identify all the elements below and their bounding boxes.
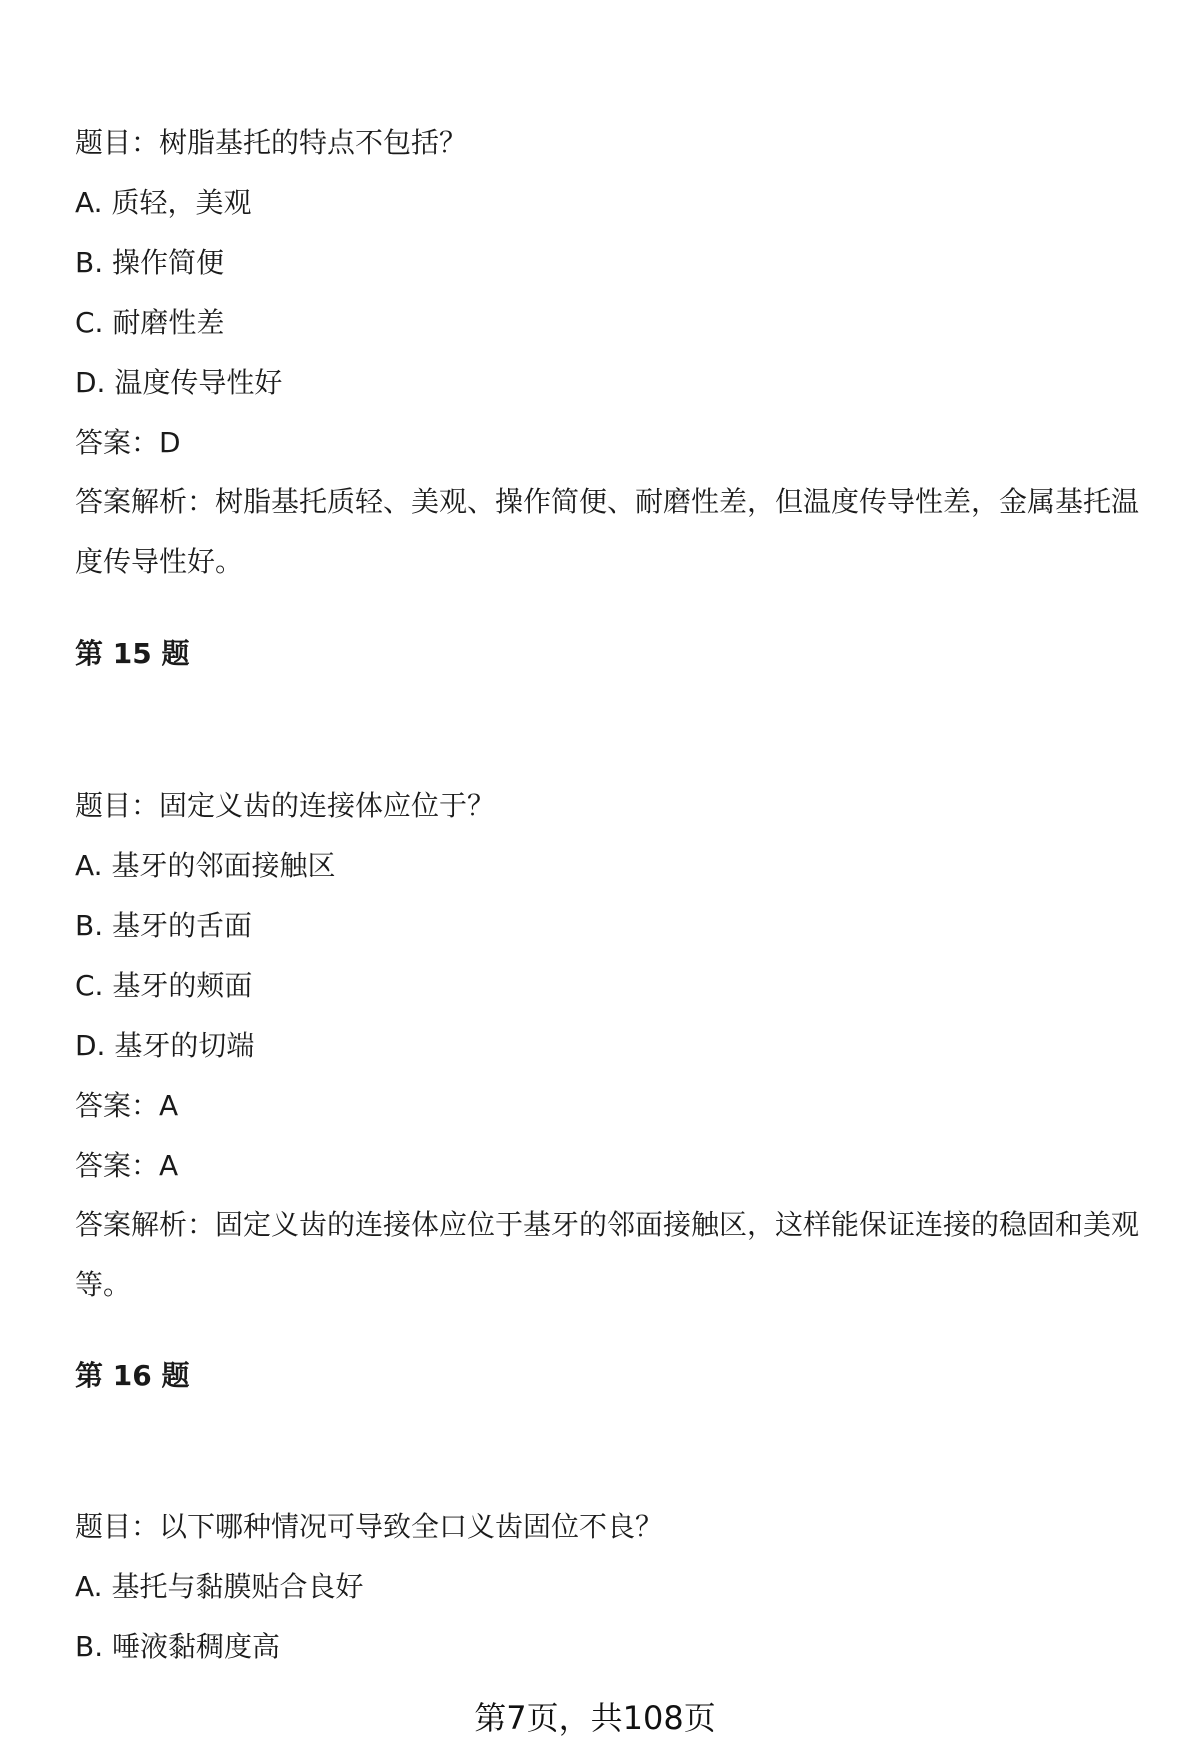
question-15-option-d: D. 基牙的切端 xyxy=(75,1029,255,1062)
question-16-option-a: A. 基托与黏膜贴合良好 xyxy=(75,1570,364,1603)
question-16-text: 题目：以下哪种情况可导致全口义齿固位不良？ xyxy=(75,1510,664,1543)
question-14-answer: 答案：D xyxy=(75,426,181,459)
question-15-option-a: A. 基牙的邻面接触区 xyxy=(75,849,336,882)
question-14-text: 题目：树脂基托的特点不包括？ xyxy=(75,126,468,159)
question-15-answer-repeat: 答案：A xyxy=(75,1149,179,1182)
question-16-heading: 第 16 题 xyxy=(75,1359,190,1392)
question-15-answer: 答案：A xyxy=(75,1089,179,1122)
question-15-explanation: 答案解析：固定义齿的连接体应位于基牙的邻面接触区，这样能保证连接的稳固和美观等。 xyxy=(75,1208,1140,1301)
question-14-explanation: 答案解析：树脂基托质轻、美观、操作简便、耐磨性差，但温度传导性差，金属基托温度传导性好。 xyxy=(75,485,1140,578)
question-15-option-c: C. 基牙的颊面 xyxy=(75,969,253,1002)
question-14-option-b: B. 操作简便 xyxy=(75,246,225,279)
question-14-option-c: C. 耐磨性差 xyxy=(75,306,225,339)
question-16-option-b: B. 唾液黏稠度高 xyxy=(75,1630,281,1663)
question-14-option-d: D. 温度传导性好 xyxy=(75,366,283,399)
question-15-text: 题目：固定义齿的连接体应位于？ xyxy=(75,789,496,822)
question-15-option-b: B. 基牙的舌面 xyxy=(75,909,253,942)
question-14-option-a: A. 质轻，美观 xyxy=(75,186,252,219)
page-number-footer: 第7页，共108页 xyxy=(474,1699,716,1737)
question-15-heading: 第 15 题 xyxy=(75,637,190,670)
